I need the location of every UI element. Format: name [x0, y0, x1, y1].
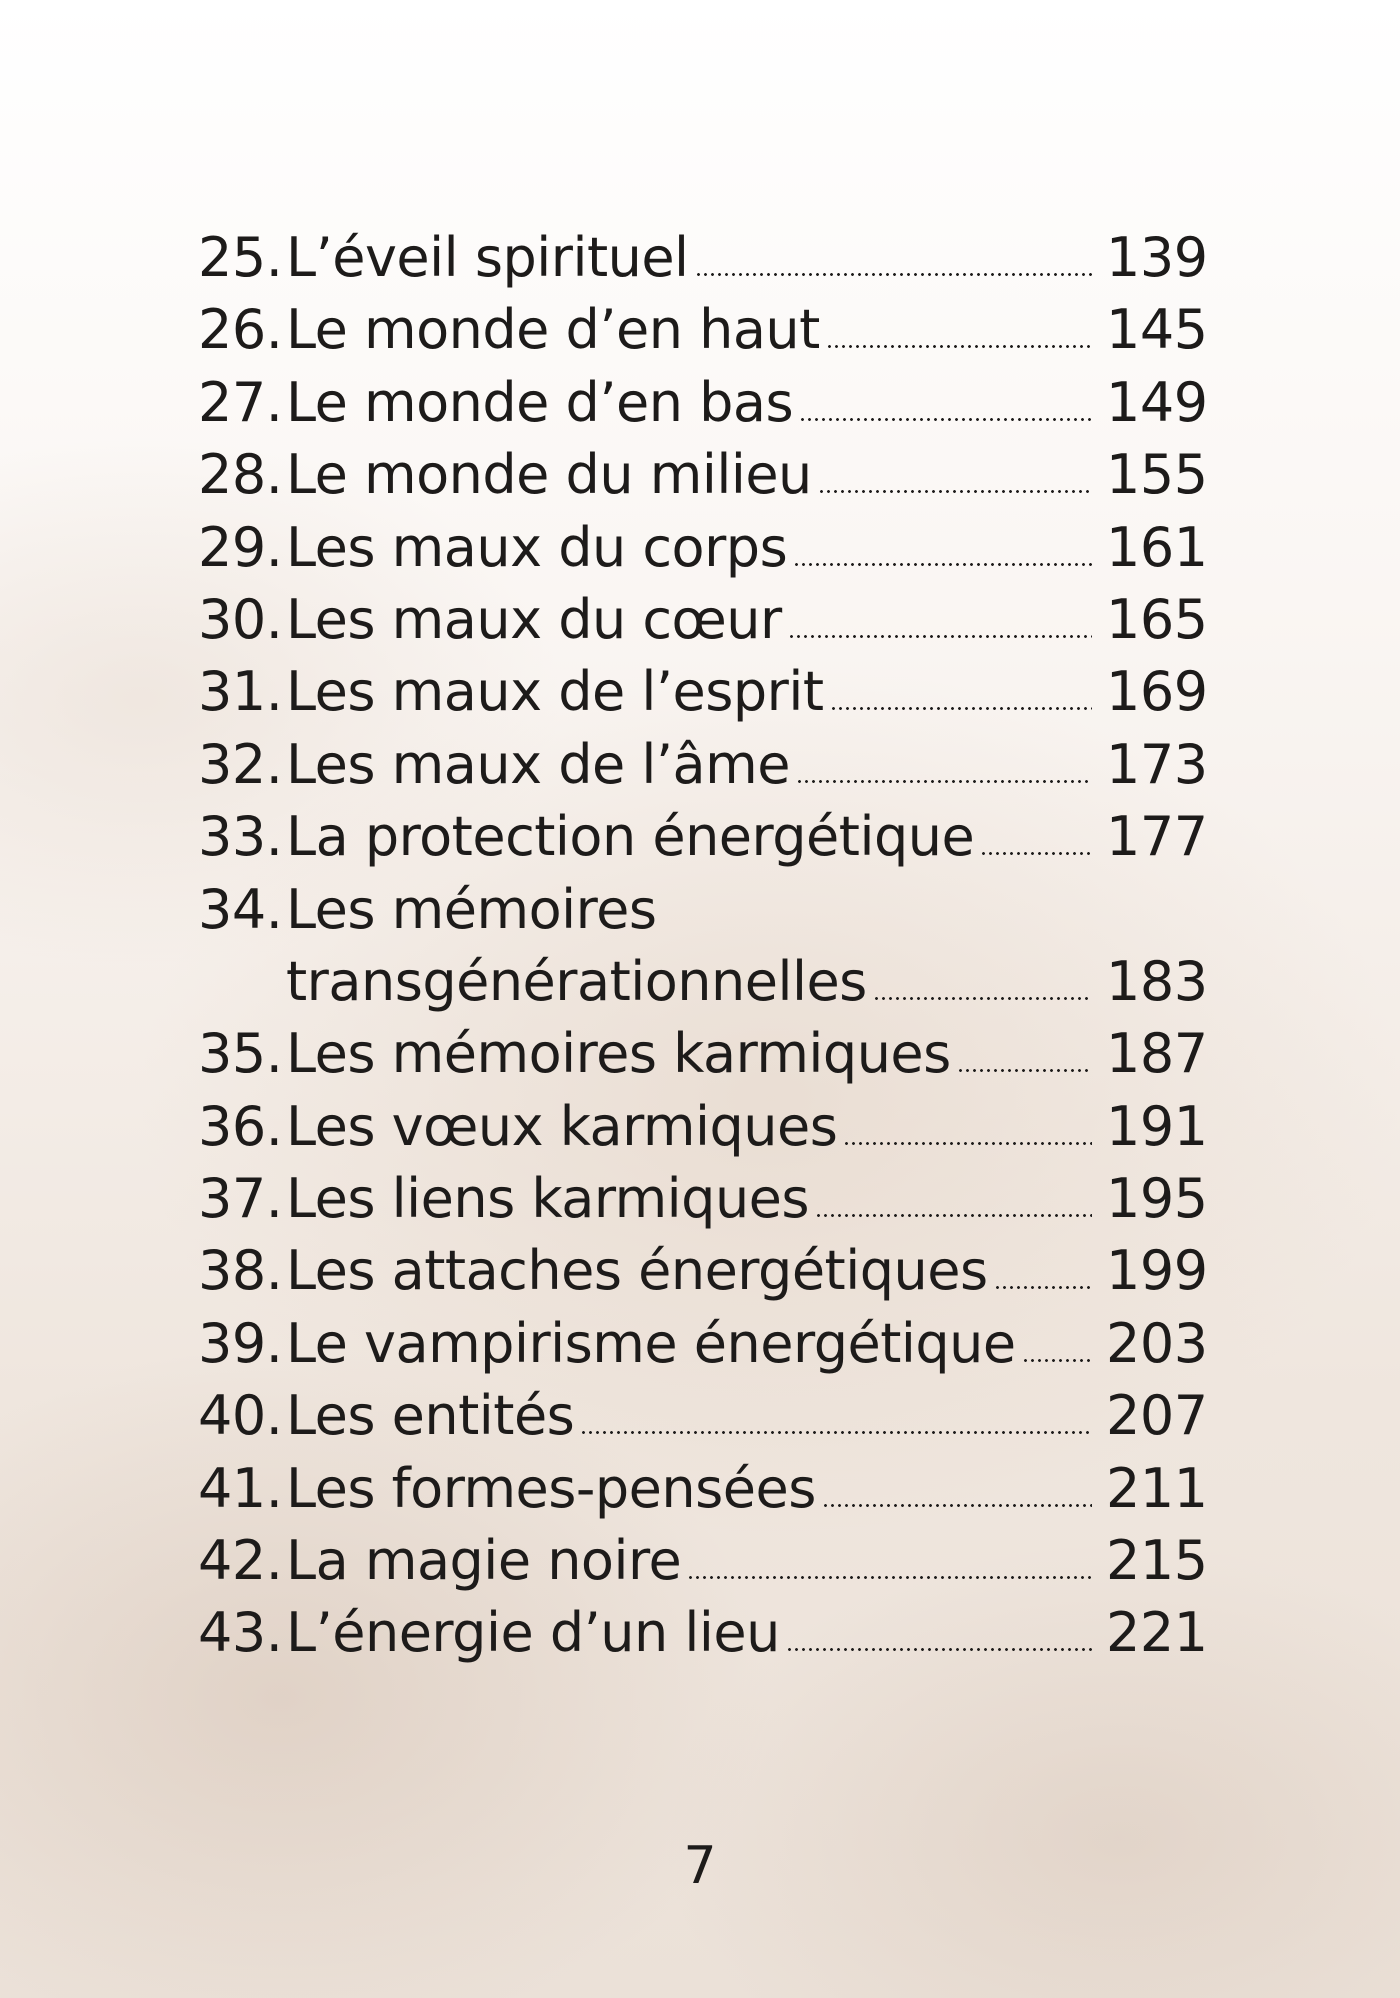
toc-entry — [198, 1597, 1208, 1669]
dot-leader — [873, 988, 1092, 1002]
dot-leader — [815, 1205, 1092, 1219]
toc-entry — [198, 1163, 1208, 1235]
dot-leader — [786, 1639, 1092, 1653]
toc-entry-title: Le vampirisme énergétique — [286, 1311, 1016, 1375]
toc-entry-title: Les attaches énergétiques — [286, 1239, 988, 1303]
toc-entry-page: 215 — [1106, 1529, 1208, 1593]
toc-entry-number: 34. — [198, 877, 283, 941]
toc-entry-title: L’énergie d’un lieu — [286, 1601, 780, 1665]
toc-entry-page: 199 — [1106, 1239, 1208, 1303]
toc-entry — [198, 1308, 1208, 1380]
toc-entry-number: 26. — [198, 298, 283, 362]
toc-entry-number: 27. — [198, 370, 283, 434]
toc-entry-page: 203 — [1106, 1311, 1208, 1375]
dot-leader — [980, 843, 1092, 857]
toc-entry-page: 221 — [1106, 1601, 1208, 1665]
toc-entry — [198, 439, 1208, 511]
toc-entry — [198, 1380, 1208, 1452]
toc-entry-number: 32. — [198, 732, 283, 796]
dot-leader — [687, 1567, 1092, 1581]
toc-entry-page: 155 — [1106, 443, 1208, 507]
dot-leader — [818, 481, 1092, 495]
toc-entry-page: 187 — [1106, 1022, 1208, 1086]
toc-entry-page: 211 — [1106, 1456, 1208, 1520]
toc-entry — [198, 584, 1208, 656]
toc-entry-title: Les formes-pensées — [286, 1456, 816, 1520]
toc-entry — [198, 367, 1208, 439]
toc-entry-number: 41. — [198, 1456, 283, 1520]
toc-entry-number: 25. — [198, 226, 283, 289]
dot-leader — [580, 1422, 1092, 1436]
toc-entry-title: Les vœux karmiques — [286, 1094, 838, 1158]
dot-leader — [830, 698, 1092, 712]
toc-entry-number: 35. — [198, 1022, 283, 1086]
toc-entry-page: 149 — [1106, 370, 1208, 434]
toc-entry-number: 29. — [198, 515, 283, 579]
dot-leader — [788, 626, 1092, 640]
toc-entry-number: 42. — [198, 1529, 283, 1593]
toc-entry-number: 36. — [198, 1094, 283, 1158]
toc-entry-number: 30. — [198, 587, 283, 651]
toc-entry-number: 38. — [198, 1239, 283, 1303]
toc-entry-title: La magie noire — [286, 1529, 682, 1593]
page-number: 7 — [683, 1836, 717, 1896]
toc-entry-title: Les entités — [286, 1384, 575, 1448]
toc-entry-number: 39. — [198, 1311, 283, 1375]
toc-entry — [198, 512, 1208, 584]
toc-entry-page: 177 — [1106, 805, 1208, 869]
toc-entry-number: 37. — [198, 1167, 283, 1231]
toc-entry-title: Les mémoires karmiques — [286, 1022, 951, 1086]
toc-entry — [198, 874, 1208, 1019]
toc-entry — [198, 801, 1208, 873]
toc-entry-title: Les maux du corps — [286, 515, 788, 579]
dot-leader — [826, 336, 1092, 350]
toc-entry-title: Les maux de l’esprit — [286, 660, 824, 724]
toc-entry-page: 145 — [1106, 298, 1208, 362]
toc-entry — [198, 656, 1208, 728]
toc-entry — [198, 1453, 1208, 1525]
dot-leader — [843, 1133, 1092, 1147]
toc-entry — [198, 729, 1208, 801]
toc-entry — [198, 1525, 1208, 1597]
dot-leader — [793, 554, 1092, 568]
toc-entry-number: 43. — [198, 1601, 283, 1665]
dot-leader — [799, 409, 1092, 423]
toc-entry-title: Le monde d’en haut — [286, 298, 820, 362]
table-of-contents — [198, 222, 1208, 1670]
toc-entry-title-line1: Les mémoires — [286, 877, 657, 941]
toc-entry-page: 207 — [1106, 1384, 1208, 1448]
toc-entry-page: 161 — [1106, 515, 1208, 579]
dot-leader — [994, 1277, 1092, 1291]
toc-entry-title: transgénérationnelles — [286, 949, 867, 1013]
toc-entry-number: 33. — [198, 805, 283, 869]
toc-entry — [198, 1235, 1208, 1307]
toc-entry-page: 139 — [1106, 226, 1208, 289]
toc-entry-page: 195 — [1106, 1167, 1208, 1231]
toc-entry-page: 165 — [1106, 587, 1208, 651]
dot-leader — [1022, 1350, 1092, 1364]
toc-entry-number: 40. — [198, 1384, 283, 1448]
toc-entry-title: Le monde du milieu — [286, 443, 812, 507]
toc-entry — [198, 222, 1208, 294]
toc-entry-page: 169 — [1106, 660, 1208, 724]
toc-entry-page: 173 — [1106, 732, 1208, 796]
toc-entry-number: 31. — [198, 660, 283, 724]
toc-entry-title: La protection énergétique — [286, 805, 975, 869]
dot-leader — [796, 771, 1092, 785]
toc-entry-page: 191 — [1106, 1094, 1208, 1158]
toc-entry — [198, 1091, 1208, 1163]
toc-entry — [198, 1018, 1208, 1090]
toc-entry-title: Le monde d’en bas — [286, 370, 794, 434]
dot-leader — [957, 1060, 1092, 1074]
toc-entry-title: Les maux de l’âme — [286, 732, 790, 796]
toc-entry-number: 28. — [198, 443, 283, 507]
toc-entry-title: Les liens karmiques — [286, 1167, 810, 1231]
toc-entry-title: L’éveil spirituel — [286, 226, 689, 289]
toc-entry-title: Les maux du cœur — [286, 587, 782, 651]
dot-leader — [695, 264, 1092, 278]
toc-entry — [198, 294, 1208, 366]
dot-leader — [822, 1495, 1092, 1509]
toc-entry-page: 183 — [1106, 949, 1208, 1013]
